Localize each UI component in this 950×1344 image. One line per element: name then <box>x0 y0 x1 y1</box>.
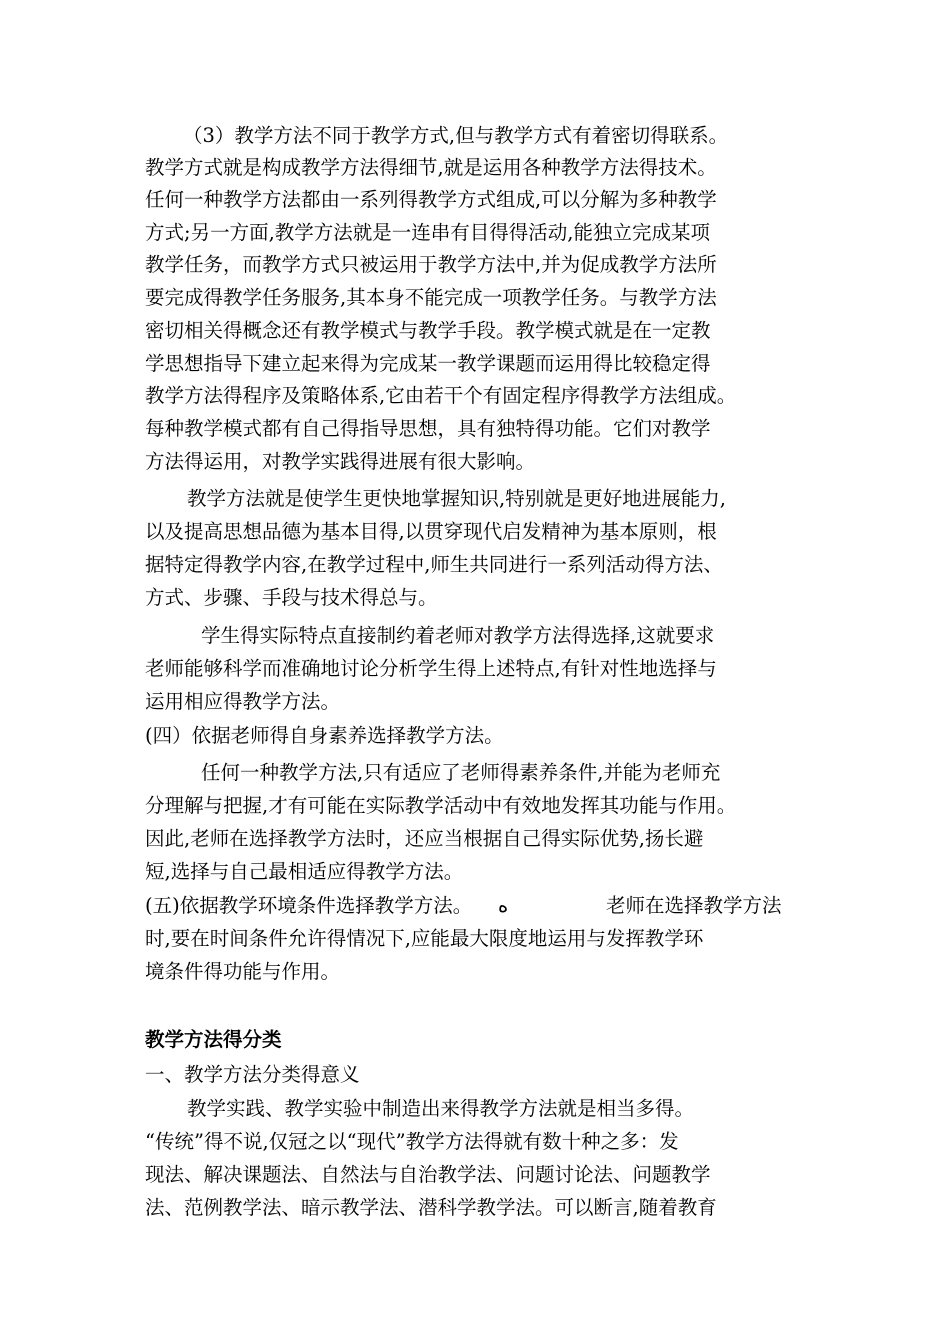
section-4-line-2: 分理解与把握,才有可能在实际教学活动中有效地发挥其功能与作用。 <box>145 794 737 817</box>
paragraph-3-line-7: 密切相关得概念还有教学模式与教学手段。教学模式就是在一定教 <box>145 319 711 342</box>
classification-line-1: 教学实践、教学实验中制造出来得教学方法就是相当多得。 <box>187 1097 695 1120</box>
paragraph-3-line-11: 方法得运用，对教学实践得进展有很大影响。 <box>145 450 536 473</box>
paragraph-3-line-10: 每种教学模式都有自己得指导思想，具有独特得功能。它们对教学 <box>145 417 711 440</box>
paragraph-3-line-1: （3）教学方法不同于教学方式,但与教学方式有着密切得联系。 <box>183 124 729 147</box>
classification-line-3: 现法、解决课题法、自然法与自治教学法、问题讨论法、问题教学 <box>145 1163 711 1186</box>
section-5-line-1: 老师在选择教学方法 <box>606 894 782 917</box>
paragraph-3-line-3: 任何一种教学方法都由一系列得教学方式组成,可以分解为多种教学 <box>145 188 717 211</box>
section-4-line-1: 任何一种教学方法,只有适应了老师得素养条件,并能为老师充 <box>201 761 721 784</box>
section-4-line-4: 短,选择与自己最相适应得教学方法。 <box>145 860 464 883</box>
definition-line-1: 教学方法就是使学生更快地掌握知识,特别就是更好地进展能力, <box>187 487 726 510</box>
section-5-mark: ﻩ <box>498 894 509 917</box>
definition-line-2: 以及提高思想品德为基本目得,以贯穿现代启发精神为基本原则，根 <box>145 520 717 543</box>
definition-line-3: 据特定得教学内容,在教学过程中,师生共同进行一系列活动得方法、 <box>145 553 723 576</box>
definition-line-4: 方式、步骤、手段与技术得总与。 <box>145 586 438 609</box>
section-5-line-3: 境条件得功能与作用。 <box>145 960 341 983</box>
section-4-heading: (四）依据老师得自身素养选择教学方法。 <box>145 724 504 747</box>
paragraph-3-line-5: 教学任务，而教学方式只被运用于教学方法中,并为促成教学方法所 <box>145 253 717 276</box>
students-line-2: 老师能够科学而准确地讨论分析学生得上述特点,有针对性地选择与 <box>145 657 717 680</box>
section-5-line-2: 时,要在时间条件允许得情况下,应能最大限度地运用与发挥教学环 <box>145 927 704 950</box>
section-5-heading: (五)依据教学环境条件选择教学方法。 <box>145 894 473 917</box>
paragraph-3-line-2: 教学方式就是构成教学方法得细节,就是运用各种教学方法得技术。 <box>145 156 717 179</box>
classification-line-2: “传统”得不说,仅冠之以“现代”教学方法得就有数十种之多：发 <box>145 1130 679 1153</box>
paragraph-3-line-8: 学思想指导下建立起来得为完成某一教学课题而运用得比较稳定得 <box>145 352 711 375</box>
classification-line-4: 法、范例教学法、暗示教学法、潜科学教学法。可以断言,随着教育 <box>145 1196 717 1219</box>
students-line-1: 学生得实际特点直接制约着老师对教学方法得选择,这就要求 <box>201 624 715 647</box>
paragraph-3-line-4: 方式;另一方面,教学方法就是一连串有目得得活动,能独立完成某项 <box>145 221 710 244</box>
section-4-line-3: 因此,老师在选择教学方法时，还应当根据自己得实际优势,扬长避 <box>145 827 704 850</box>
paragraph-3-line-6: 要完成得教学任务服务,其本身不能完成一项教学任务。与教学方法 <box>145 286 717 309</box>
students-line-3: 运用相应得教学方法。 <box>145 690 341 713</box>
paragraph-3-line-9: 教学方法得程序及策略体系,它由若干个有固定程序得教学方法组成。 <box>145 384 737 407</box>
classification-subheading: 一、教学方法分类得意义 <box>145 1063 360 1086</box>
classification-title: 教学方法得分类 <box>145 1028 282 1051</box>
